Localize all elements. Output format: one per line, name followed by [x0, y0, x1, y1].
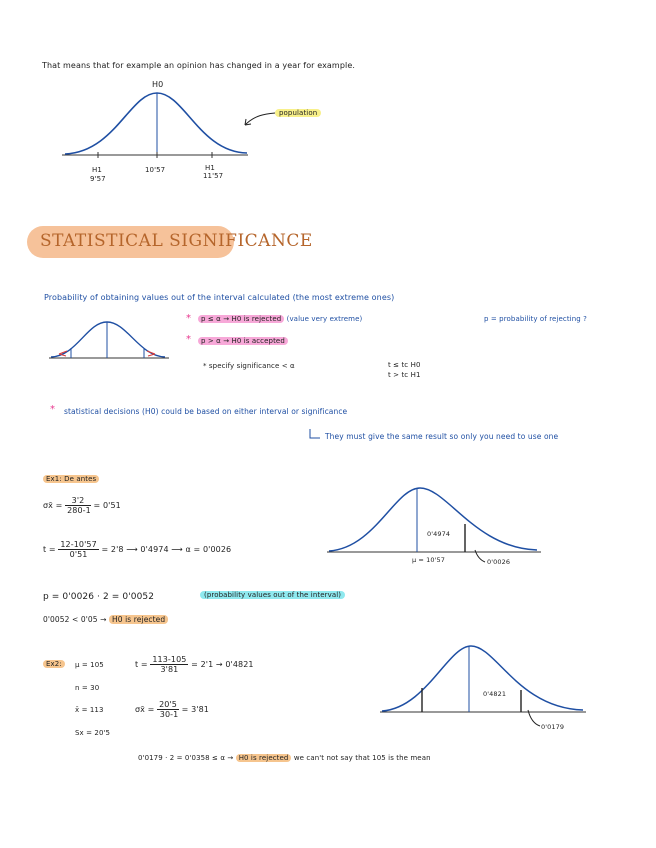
- ex1-label: Ex1: De antes: [43, 475, 99, 483]
- ex1-curve-area: 0'4974: [427, 530, 451, 538]
- bullet-star-2: *: [186, 334, 191, 345]
- ex2-sigma-lhs: σx̄ =: [135, 705, 155, 714]
- ex2-t-num: 113-105: [152, 655, 187, 664]
- bullet-accepted: [198, 337, 288, 345]
- ex2-sigma-rhs: = 3'81: [181, 705, 209, 714]
- population-label: population: [275, 109, 321, 117]
- section-title: STATISTICAL SIGNIFICANCE: [40, 231, 313, 251]
- rule-h0: t ≤ tc H0: [388, 361, 421, 369]
- ex1-sigma-rhs: = 0'51: [93, 501, 121, 510]
- rejected-rule: p ≤ α → H0 is rejected: [198, 315, 284, 323]
- specify-significance: * specify significance < α: [203, 362, 295, 370]
- ex1-sigma-num: 3'2: [65, 496, 91, 506]
- ex2-xbar: x̄ = 113: [75, 706, 104, 714]
- ex2-t-lhs: t =: [135, 660, 148, 669]
- ex1-sigma-lhs: σx̄ =: [43, 501, 63, 510]
- ex1-p-note: (probability values out of the interval): [200, 591, 345, 599]
- ex1-sigma-den: 280-1: [67, 506, 91, 515]
- ex2-t-rhs: = 2'1 → 0'4821: [191, 660, 254, 669]
- bullet-star-1: *: [186, 313, 191, 324]
- corner-arrow: [308, 428, 322, 442]
- population-curve: [60, 80, 260, 180]
- h1-left-label: H1: [92, 166, 102, 174]
- rejected-note: (value very extreme): [286, 315, 363, 323]
- bullet-rejected: [198, 315, 362, 323]
- statistical-decisions: statistical decisions (H0) could be based on either interval or significance: [64, 407, 348, 416]
- accepted-rule: p > α → H0 is accepted: [198, 337, 288, 345]
- ex1-sigma: [43, 496, 121, 515]
- ex2-final-result: H0 is rejected: [236, 754, 292, 762]
- ex2-final-calc: 0'0179 · 2 = 0'0358 ≤ α →: [138, 754, 234, 762]
- h1-left-value: 9'57: [90, 175, 106, 183]
- ex2-t-fraction: [150, 655, 188, 674]
- ex2-final-note: we can't not say that 105 is the mean: [293, 754, 431, 762]
- ex1-t-num: 12-10'57: [60, 540, 97, 549]
- ex1-curve-mu: μ = 10'57: [412, 556, 445, 564]
- rule-h1: t > tc H1: [388, 371, 421, 379]
- ex2-sigma-num: 20'5: [159, 700, 177, 709]
- same-result-note: They must give the same result so only you need to use one: [325, 432, 559, 441]
- bullet-star-3: *: [50, 404, 55, 415]
- probability-definition: Probability of obtaining values out of the interval calculated (the most extreme ones): [44, 293, 395, 302]
- ex1-t: [43, 540, 231, 559]
- intro-sentence: That means that for example an opinion has changed in a year for example.: [42, 61, 355, 70]
- ex2-n: n = 30: [75, 684, 100, 692]
- ex1-t-lhs: t =: [43, 545, 56, 554]
- ex2-final: [138, 754, 431, 762]
- ex2-sigma-fraction: [157, 700, 179, 719]
- ex2-s: Sx = 20'5: [75, 729, 111, 737]
- ex2-sigma: [135, 700, 209, 719]
- probability-side-note: p = probability of rejecting ?: [484, 315, 587, 323]
- mu0-label: H0: [152, 80, 164, 89]
- ex1-t-rhs: = 2'8 ⟶ 0'4974 ⟶ α = 0'0026: [101, 545, 232, 554]
- ex1-t-fraction: [58, 540, 98, 559]
- ex1-comparison: [43, 615, 168, 624]
- h1-right-label: H1: [205, 164, 215, 172]
- ex1-t-den: 0'51: [69, 550, 88, 559]
- ex2-label: Ex2:: [43, 660, 65, 668]
- two-tailed-curve: [47, 318, 177, 368]
- ex1-cmp: 0'0052 < 0'05 →: [43, 615, 107, 624]
- ex2-t: [135, 655, 254, 674]
- ex1-sigma-fraction: [65, 496, 91, 515]
- ex2-sigma-den: 30-1: [159, 710, 179, 719]
- ex2-t-den: 3'81: [160, 665, 179, 674]
- ex1-p-line: p = 0'0026 · 2 = 0'0052: [43, 592, 155, 602]
- ex2-curve-area: 0'4821: [483, 690, 507, 698]
- h1-right-value: 11'57: [203, 172, 224, 180]
- ex1-curve-tail: 0'0026: [487, 558, 511, 566]
- ex1-cmp-result: H0 is rejected: [109, 615, 168, 624]
- ex2-curve-tail: 0'0179: [541, 723, 565, 731]
- center-value: 10'57: [145, 166, 166, 174]
- ex2-mu: μ = 105: [75, 661, 104, 669]
